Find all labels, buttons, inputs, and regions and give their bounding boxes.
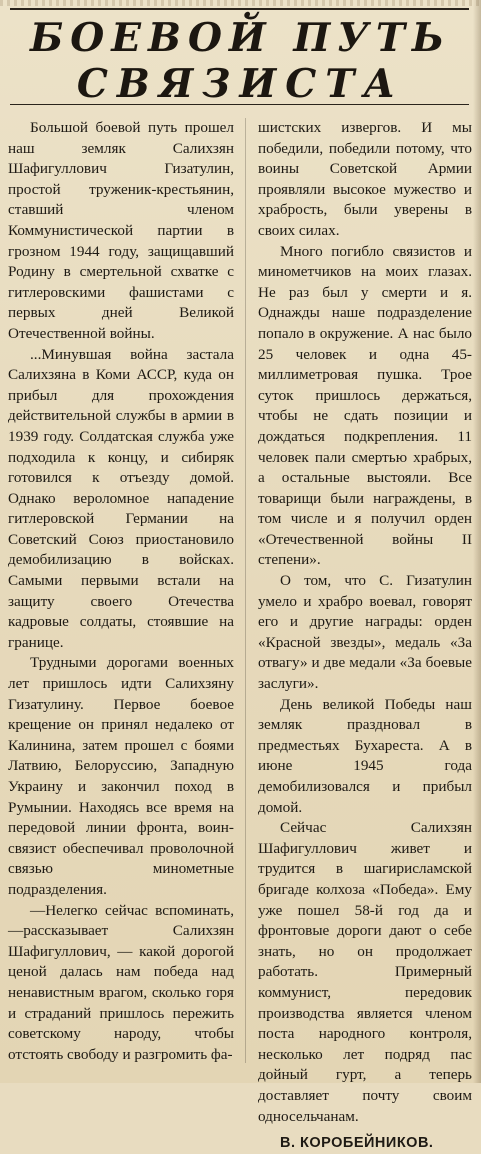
column-divider [245,118,246,1063]
paragraph: Много погибло связистов и минометчиков на моих глазах. Не раз был у смерти и я. Однажды наше подразделение попало в окружение. А нас было 25 человек и одна 45-миллиметровая пушка. Трое суток пришлось держаться, чтобы не сдать позиции и дождаться подкрепления. 11 человек пали смертью храбрых, а остальные выстояли. Все товарищи были награждены, в том числе и я получил орден «Отечественной войны II степени». [258,242,472,569]
paragraph: Сейчас Салихзян Шафигуллович живет и трудится в шагирисламской бригаде колхоза «Победа». Ему уже пошел 58-й год да и фронтовые дороги дают о себе знать, но он продолжает работать. Примерный коммунист, передовик производства является членом поста народного контроля, несколько лет подряд пас дойный гурт, а теперь доставляет почту своим односельчанам. [258,819,472,1125]
torn-edge [0,0,481,6]
article-column-left [8,118,234,1065]
headline [0,16,481,106]
paragraph: О том, что С. Гизатулин умело и храбро воевал, говорят его и другие награды: орден «Красной звезды», медаль «За отвагу» и две медали «За боевые заслуги». [258,572,472,693]
paragraph: —Нелегко сейчас вспоминать, —рассказывает Салихзян Шафигуллович, — какой дорогой ценой далась нам победа над ненавистным врагом, сколько горя и страданий пришлось пережить советскому народу, чтобы отстоять свободу и разгромить фа- [8,901,234,1063]
paragraph: День великой Победы наш земляк праздновал в предместьях Бухареста. А в июне 1945 года демобилизовался и прибыл домой. [258,695,472,816]
paragraph: ...Минувшая война застала Салихзяна в Коми АССР, куда он прибыл для прохождения действительной службы в армии в 1939 году. Солдатская служба уже подходила к концу, и сибиряк готовился к отъезду домой. Однако вероломное нападение гитлеровской Германии на Советский Союз приостановило демобилизацию в войсках. Самыми первыми встали на защиту своего Отечества кадровые солдаты, стоявшие на границе. [8,345,234,651]
edge-shadow [473,0,481,1083]
headline-rule [10,104,469,105]
paragraph-continued: шистских извергов. И мы победили, победили потому, что воины Советской Армии проявляли высокое мужество и храбрость, были уверены в своих силах. [258,119,472,239]
paragraph: Трудными дорогами военных лет пришлось идти Салихзяну Гизатулину. Первое боевое крещение он принял недалеко от Калинина, затем прошел с боями Латвию, Белоруссию, Западную Украину и закончил поход в Румынии. Находясь все время на передовой линии фронта, воин-связист обеспечивал проволочной связью минометные подразделения. [8,654,234,898]
top-rule [10,8,469,10]
headline-line-1: БОЕВОЙ ПУТЬ [29,15,452,61]
paragraph: Большой боевой путь прошел наш земляк Салихзян Шафигуллович Гизатулин, простой труженик-крестьянин, ставший членом Коммунистической партии в грозном 1944 году, защищавший Родину в смертельной схватке с гитлеровскими фашистами с первых дней Великой Отечественной войны. [8,119,234,342]
author-signature: В. КОРОБЕЙНИКОВ. [280,1135,434,1152]
article-column-right [258,118,472,1154]
headline-line-2: СВЯЗИСТА [76,61,405,107]
